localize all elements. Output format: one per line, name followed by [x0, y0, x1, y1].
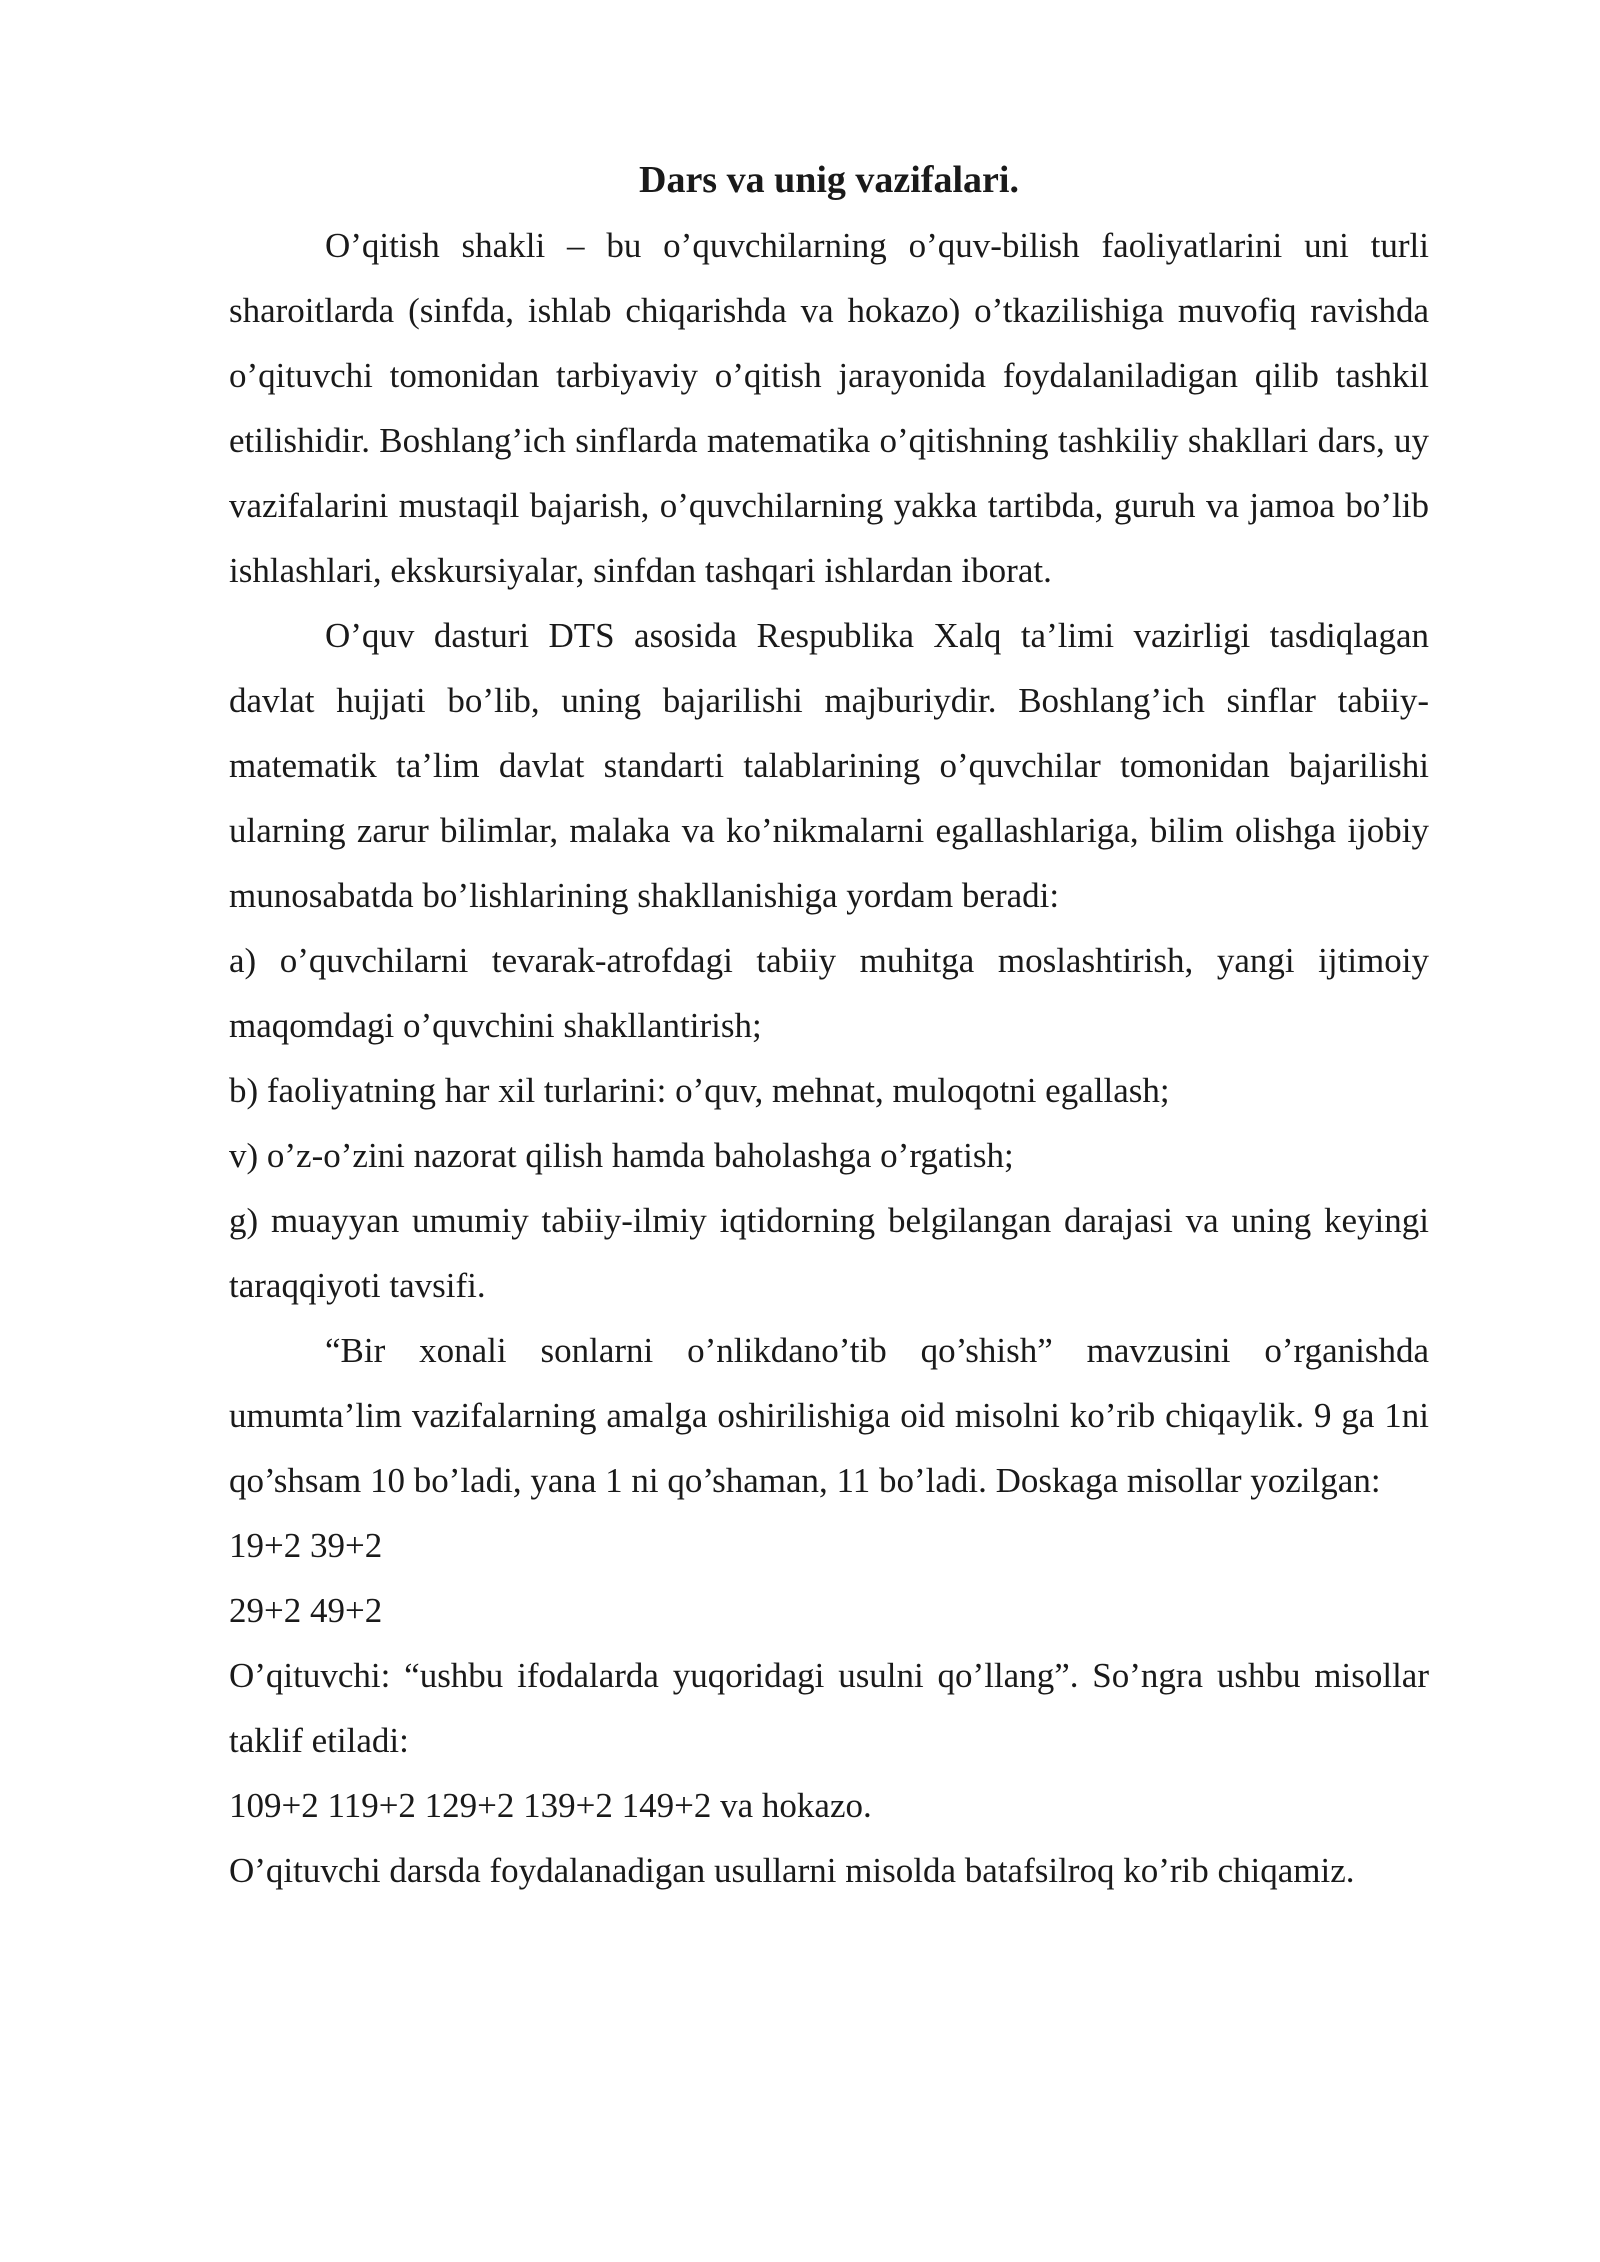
paragraph-example-topic: “Bir xonali sonlarni o’nlikdano’tib qo’shish” mavzusini o’rganishda umumta’lim vazifalarning amalga oshirilishiga oid misolni ko’rib chiqaylik. 9 ga 1ni qo’shsam 10 bo’ladi, yana 1 ni qo’shaman, 11 bo’ladi. Doskaga misollar yozilgan:	[229, 1331, 1429, 1500]
list-item-b: b) faoliyatning har xil turlarini: o’quv, mehnat, muloqotni egallash;	[229, 1071, 1170, 1110]
list-item-a: a) o’quvchilarni tevarak-atrofdagi tabiiy muhitga moslashtirish, yangi ijtimoiy maqomdagi o’quvchini shakllantirish;	[229, 941, 1429, 1045]
example-line-3: 109+2 119+2 129+2 139+2 149+2 va hokazo.	[229, 1786, 872, 1825]
list-item-g: g) muayyan umumiy tabiiy-ilmiy iqtidorning belgilangan darajasi va uning keyingi taraqqiyoti tavsifi.	[229, 1201, 1429, 1305]
example-line-1: 19+2 39+2	[229, 1526, 383, 1565]
example-line-2: 29+2 49+2	[229, 1591, 383, 1630]
list-item-v: v) o’z-o’zini nazorat qilish hamda baholashga o’rgatish;	[229, 1136, 1014, 1175]
paragraph-teacher-instruction: O’qituvchi: “ushbu ifodalarda yuqoridagi usulni qo’llang”. So’ngra ushbu misollar taklif etiladi:	[229, 1656, 1429, 1760]
paragraph-teaching-forms: O’qitish shakli – bu o’quvchilarning o’quv-bilish faoliyatlarini uni turli sharoitlarda (sinfda, ishlab chiqarishda va hokazo) o’tkazilishiga muvofiq ravishda o’qituvchi tomonidan tarbiyaviy o’qitish jarayonida foydalaniladigan qilib tashkil etilishidir. Boshlang’ich sinflarda matematika o’qitishning tashkiliy shakllari dars, uy vazifalarini mustaqil bajarish, o’quvchilarning yakka tartibda, guruh va jamoa bo’lib ishlashlari, ekskursiyalar, sinfdan tashqari ishlardan iborat.	[229, 226, 1429, 590]
paragraph-closing: O’qituvchi darsda foydalanadigan usullarni misolda batafsilroq ko’rib chiqamiz.	[229, 1851, 1355, 1890]
document-page	[229, 150, 1429, 1903]
document-title: Dars va unig vazifalari.	[639, 159, 1019, 201]
paragraph-curriculum: O’quv dasturi DTS asosida Respublika Xalq ta’limi vazirligi tasdiqlagan davlat hujjati bo’lib, uning bajarilishi majburiydir. Boshlang’ich sinflar tabiiy-matematik ta’lim davlat standarti talablarining o’quvchilar tomonidan bajarilishi ularning zarur bilimlar, malaka va ko’nikmalarni egallashlariga, bilim olishga ijobiy munosabatda bo’lishlarining shakllanishiga yordam beradi:	[229, 616, 1429, 915]
